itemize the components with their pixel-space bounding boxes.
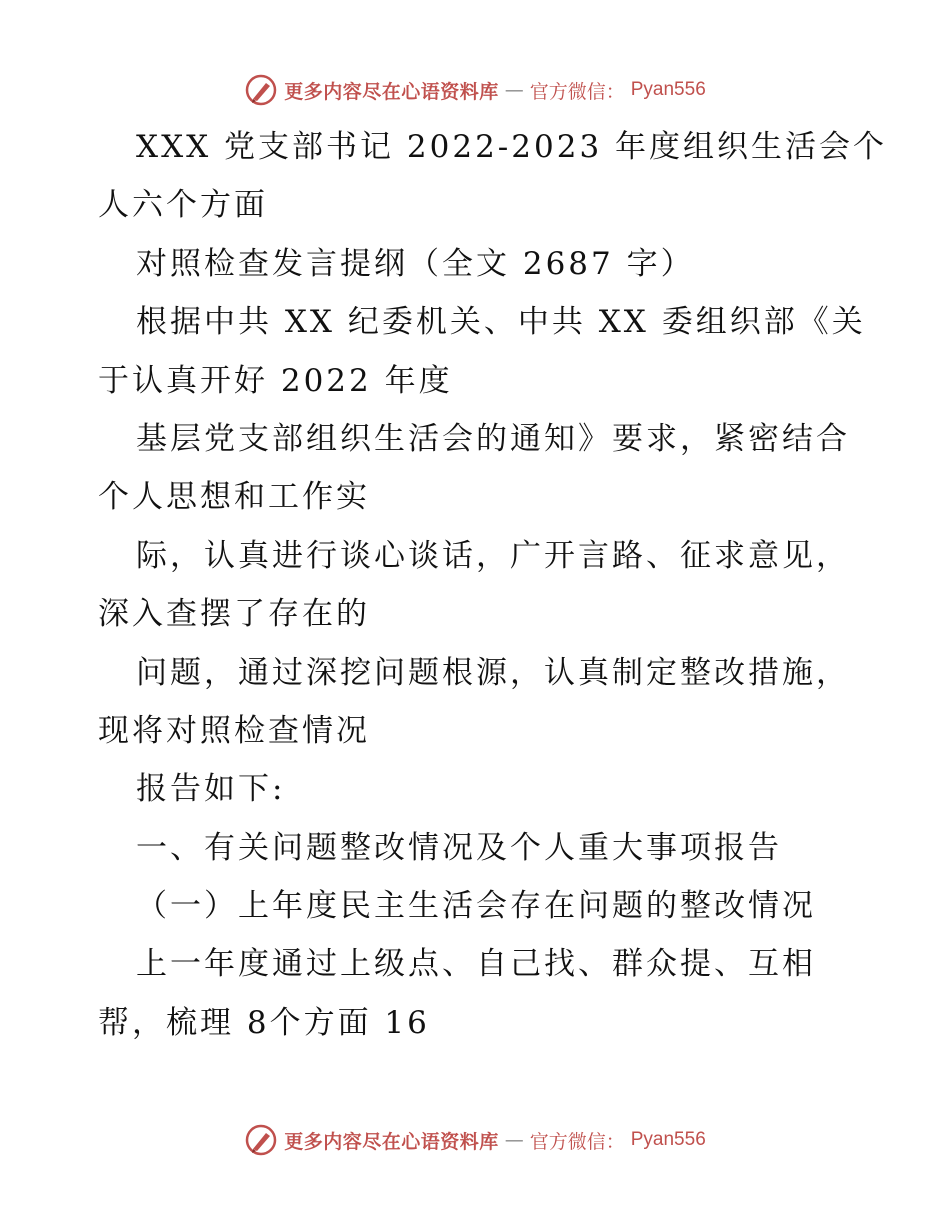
text-line: 于认真开好 2022 年度 (98, 362, 453, 399)
watermark-wechat-id: Pyan556 (630, 1129, 706, 1150)
watermark-main-text: 更多内容尽在心语资料库 (284, 80, 499, 103)
text-line: 报告如下: (136, 771, 286, 808)
text-line: 根据中共 XX 纪委机关、中共 XX 委组织部《关 (136, 304, 866, 341)
header-watermark (0, 70, 950, 110)
text-line: （一）上年度民主生活会存在问题的整改情况 (136, 888, 816, 925)
watermark-wechat-label: 官方微信： (529, 80, 625, 103)
text-line: 帮，梳理 8个方面 16 (98, 1004, 430, 1041)
watermark-separator: — (504, 79, 524, 101)
pen-logo-icon (244, 1123, 278, 1157)
pen-logo-icon (244, 73, 278, 107)
text-line: 际，认真进行谈心谈话，广开言路、征求意见， (136, 537, 850, 574)
text-line: 基层党支部组织生活会的通知》要求，紧密结合 (136, 420, 850, 457)
text-line: 个人思想和工作实 (98, 479, 370, 516)
watermark-wechat-id: Pyan556 (630, 79, 706, 100)
text-line: 一、有关问题整改情况及个人重大事项报告 (136, 829, 782, 866)
text-line: 深入查摆了存在的 (98, 596, 370, 633)
document-body (98, 118, 888, 1052)
text-line: 上一年度通过上级点、自己找、群众提、互相 (136, 946, 816, 983)
text-line: 现将对照检查情况 (98, 712, 370, 749)
text-line: 对照检查发言提纲（全文 2687 字） (136, 245, 695, 282)
footer-watermark (0, 1120, 950, 1160)
text-line: 人六个方面 (98, 187, 268, 224)
watermark-wechat-label: 官方微信： (529, 1130, 625, 1153)
watermark-separator: — (504, 1129, 524, 1151)
text-line: XXX 党支部书记 2022-2023 年度组织生活会个 (136, 129, 888, 165)
watermark-main-text: 更多内容尽在心语资料库 (284, 1130, 499, 1153)
text-line: 问题，通过深挖问题根源，认真制定整改措施， (136, 654, 850, 691)
